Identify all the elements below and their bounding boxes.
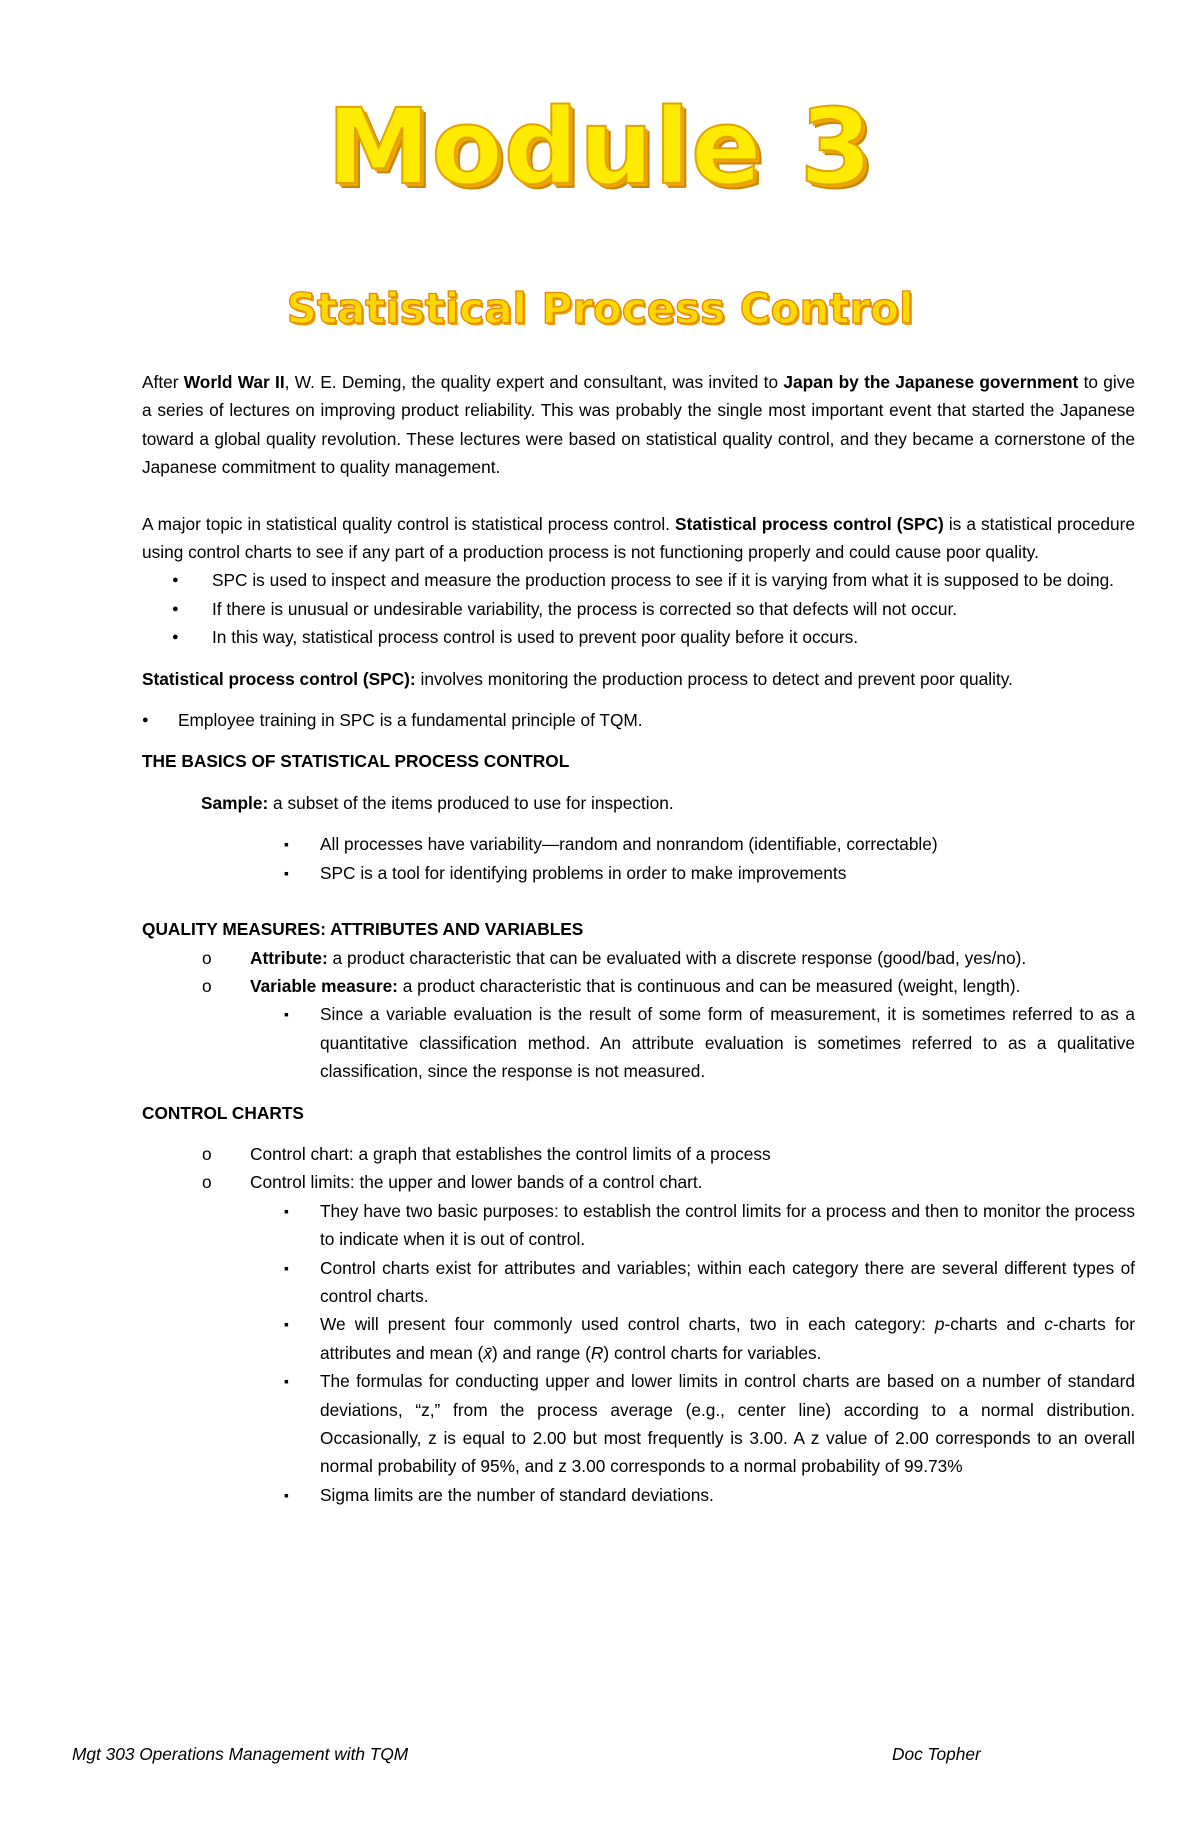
- list-item: ● If there is unusual or undesirable variability, the process is corrected so that defects will not occur.: [142, 595, 1135, 623]
- heading-text: THE BASICS OF STATISTICAL PROCESS CONTROL: [142, 751, 570, 772]
- bold-run: Japan by the Japanese government: [783, 372, 1079, 392]
- text-run: We will present four commonly used control charts, two in each category:: [320, 1314, 935, 1335]
- bold-run: Statistical process control (SPC):: [142, 668, 416, 689]
- list-item: o Control chart: a graph that establishes the control limits of a process: [142, 1140, 1135, 1168]
- module-title: Module 3: [326, 86, 874, 208]
- control-charts-list: [142, 1140, 1135, 1509]
- list-item: [142, 1310, 1135, 1367]
- text-run: ) and range (: [491, 1342, 591, 1363]
- text-run: to give a series of lectures on improving product reliability. This was probably the single most important event that started the Japanese toward a global quality revolution. These lectures were based on statistical quality control, and they became a cornerstone of the Japanese commitment to quality management.: [142, 372, 1135, 478]
- list-item: ▪ They have two basic purposes: to establish the control limits for a process and then to monitor the process to indicate when it is out of control.: [142, 1197, 1135, 1254]
- spc-definition: [142, 665, 1135, 693]
- section-heading-basics: [142, 747, 1135, 775]
- basics-list: [142, 830, 1135, 887]
- measures-list: [142, 944, 1135, 1086]
- bold-run: World War II: [183, 372, 285, 392]
- training-list: [142, 706, 1135, 734]
- text-run: a subset of the items produced to use for inspection.: [268, 792, 674, 813]
- module-subtitle: Statistical Process Control: [286, 284, 914, 333]
- italic-run: R: [590, 1342, 604, 1363]
- text-run: involves monitoring the production process to detect and prevent poor quality.: [415, 668, 1013, 689]
- list-item: ● SPC is used to inspect and measure the production process to see if it is varying from what it is supposed to be doing.: [142, 566, 1135, 594]
- list-item: o Control limits: the upper and lower bands of a control chart.: [142, 1168, 1135, 1196]
- bold-run: Attribute:: [250, 947, 328, 968]
- footer-course-name: Mgt 303 Operations Management with TQM: [72, 1744, 409, 1764]
- text-run: , W. E. Deming, the quality expert and consultant, was invited to: [284, 372, 784, 392]
- list-item: ▪ Since a variable evaluation is the result of some form of measurement, it is sometimes referred to as a quantitative classification method. An attribute evaluation is sometimes referred to as a qualitative classification, since the response is not measured.: [142, 1000, 1135, 1085]
- bold-run: Variable measure:: [250, 975, 398, 996]
- bold-run: Statistical process control (SPC): [675, 513, 944, 534]
- text-run: a product characteristic that is continuous and can be measured (weight, length).: [397, 975, 1021, 996]
- heading-text: CONTROL CHARTS: [142, 1102, 304, 1123]
- list-item: ▪ The formulas for conducting upper and lower limits in control charts are based on a number of standard deviations, “z,” from the process average (e.g., center line) according to a normal distribution. Occasionally, z is equal to 2.00 but most frequently is 3.00. A z value of 2.00 corresponds to an overall normal probability of 95%, and z 3.00 corresponds to a normal probability of 99.73%: [142, 1367, 1135, 1481]
- text-run: ) control charts for variables.: [603, 1342, 822, 1363]
- list-item: [142, 972, 1135, 1000]
- text-run: -charts and: [944, 1314, 1045, 1335]
- list-item: [142, 944, 1135, 972]
- text-run: is a statistical procedure using control charts to see if any part of a production process is not functioning properly and could cause poor quality.: [142, 513, 1135, 563]
- italic-run: x̄: [483, 1342, 492, 1363]
- list-item: ▪ SPC is a tool for identifying problems in order to make improvements: [142, 859, 1135, 887]
- text-run: -charts for attributes and mean (: [320, 1314, 1135, 1363]
- italic-run: p: [934, 1314, 945, 1335]
- spc-bullet-list: [142, 566, 1135, 651]
- intro-paragraph-1: [142, 368, 1135, 482]
- sample-definition: [142, 789, 1135, 817]
- list-item: ● Employee training in SPC is a fundamental principle of TQM.: [142, 706, 1135, 734]
- text-run: A major topic in statistical quality control is statistical process control.: [142, 513, 676, 534]
- section-heading-control-charts: [142, 1099, 1135, 1127]
- section-heading-measures: [142, 915, 1135, 943]
- list-item: ▪ All processes have variability—random and nonrandom (identifiable, correctable): [142, 830, 1135, 858]
- text-run: a product characteristic that can be evaluated with a discrete response (good/bad, yes/no).: [327, 947, 1027, 968]
- bold-run: Sample:: [201, 792, 269, 813]
- text-run: After: [142, 372, 184, 392]
- intro-paragraph-2: [142, 510, 1135, 567]
- heading-text: QUALITY MEASURES: ATTRIBUTES AND VARIABLES: [142, 919, 584, 940]
- footer-author: Doc Topher: [892, 1744, 981, 1764]
- document-body: [142, 368, 1135, 1509]
- list-item: ▪ Sigma limits are the number of standard deviations.: [142, 1481, 1135, 1509]
- list-item: ▪ Control charts exist for attributes and variables; within each category there are several different types of control charts.: [142, 1254, 1135, 1311]
- list-item: ● In this way, statistical process control is used to prevent poor quality before it occurs.: [142, 623, 1135, 651]
- italic-run: c: [1044, 1314, 1053, 1335]
